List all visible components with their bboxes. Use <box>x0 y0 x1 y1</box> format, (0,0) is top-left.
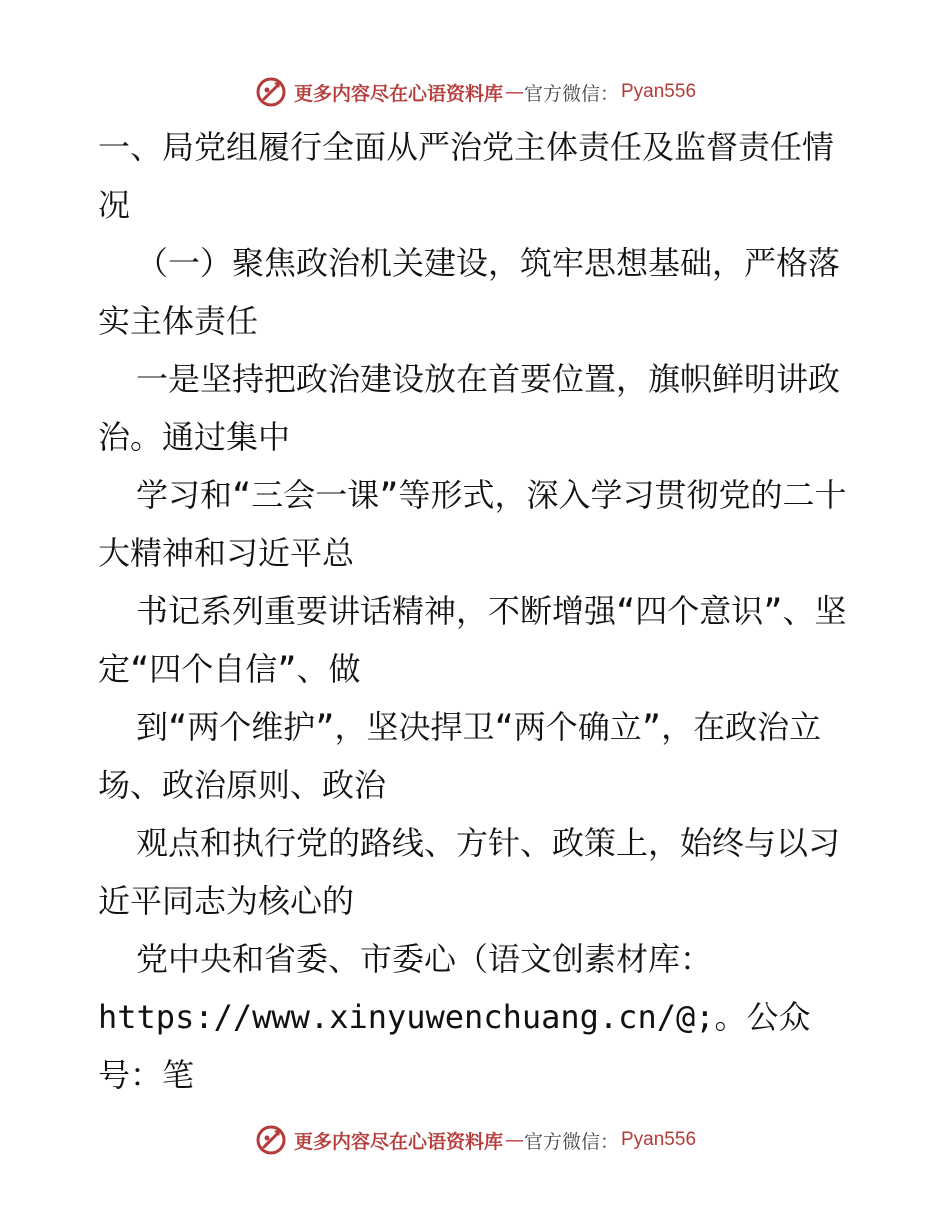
banner-wechat-handle: Pyan556 <box>621 81 697 102</box>
body-paragraph: 党中央和省委、市委心（语文创素材库： <box>136 940 713 978</box>
body-paragraph-url: https://www.xinyuwenchuang.cn/@;。公众号：笔 <box>98 998 811 1094</box>
body-paragraph: 到“两个维护”，坚决捍卫“两个确立”，在政治立场、政治原则、政治 <box>98 708 822 804</box>
body-paragraph: 观点和执行党的路线、方针、政策上，始终与以习近平同志为核心的 <box>98 824 841 920</box>
banner-wechat-handle: Pyan556 <box>621 1129 697 1150</box>
body-paragraph: 书记系列重要讲话精神，不断增强“四个意识”、坚定“四个自信”、做 <box>98 592 847 688</box>
banner-separator: — <box>504 1129 522 1151</box>
footer-watermark-banner <box>0 1122 950 1158</box>
document-body <box>98 118 858 1104</box>
section-heading: 一、局党组履行全面从严治党主体责任及监督责任情况 <box>98 128 835 224</box>
subsection-heading: （一）聚焦政治机关建设，筑牢思想基础，严格落实主体责任 <box>98 244 841 340</box>
banner-wechat-label: 官方微信： <box>523 1130 619 1153</box>
body-paragraph: 学习和“三会一课”等形式，深入学习贯彻党的二十大精神和习近平总 <box>98 476 847 572</box>
body-paragraph: 一是坚持把政治建设放在首要位置，旗帜鲜明讲政治。通过集中 <box>98 360 841 456</box>
banner-wechat-label: 官方微信： <box>523 82 619 105</box>
banner-brand-text: 更多内容尽在心语资料库 <box>293 1130 503 1153</box>
brand-logo-icon <box>254 1123 288 1157</box>
brand-logo-icon <box>254 75 288 109</box>
banner-separator: — <box>504 81 522 103</box>
header-watermark-banner <box>0 74 950 110</box>
banner-brand-text: 更多内容尽在心语资料库 <box>293 82 503 105</box>
